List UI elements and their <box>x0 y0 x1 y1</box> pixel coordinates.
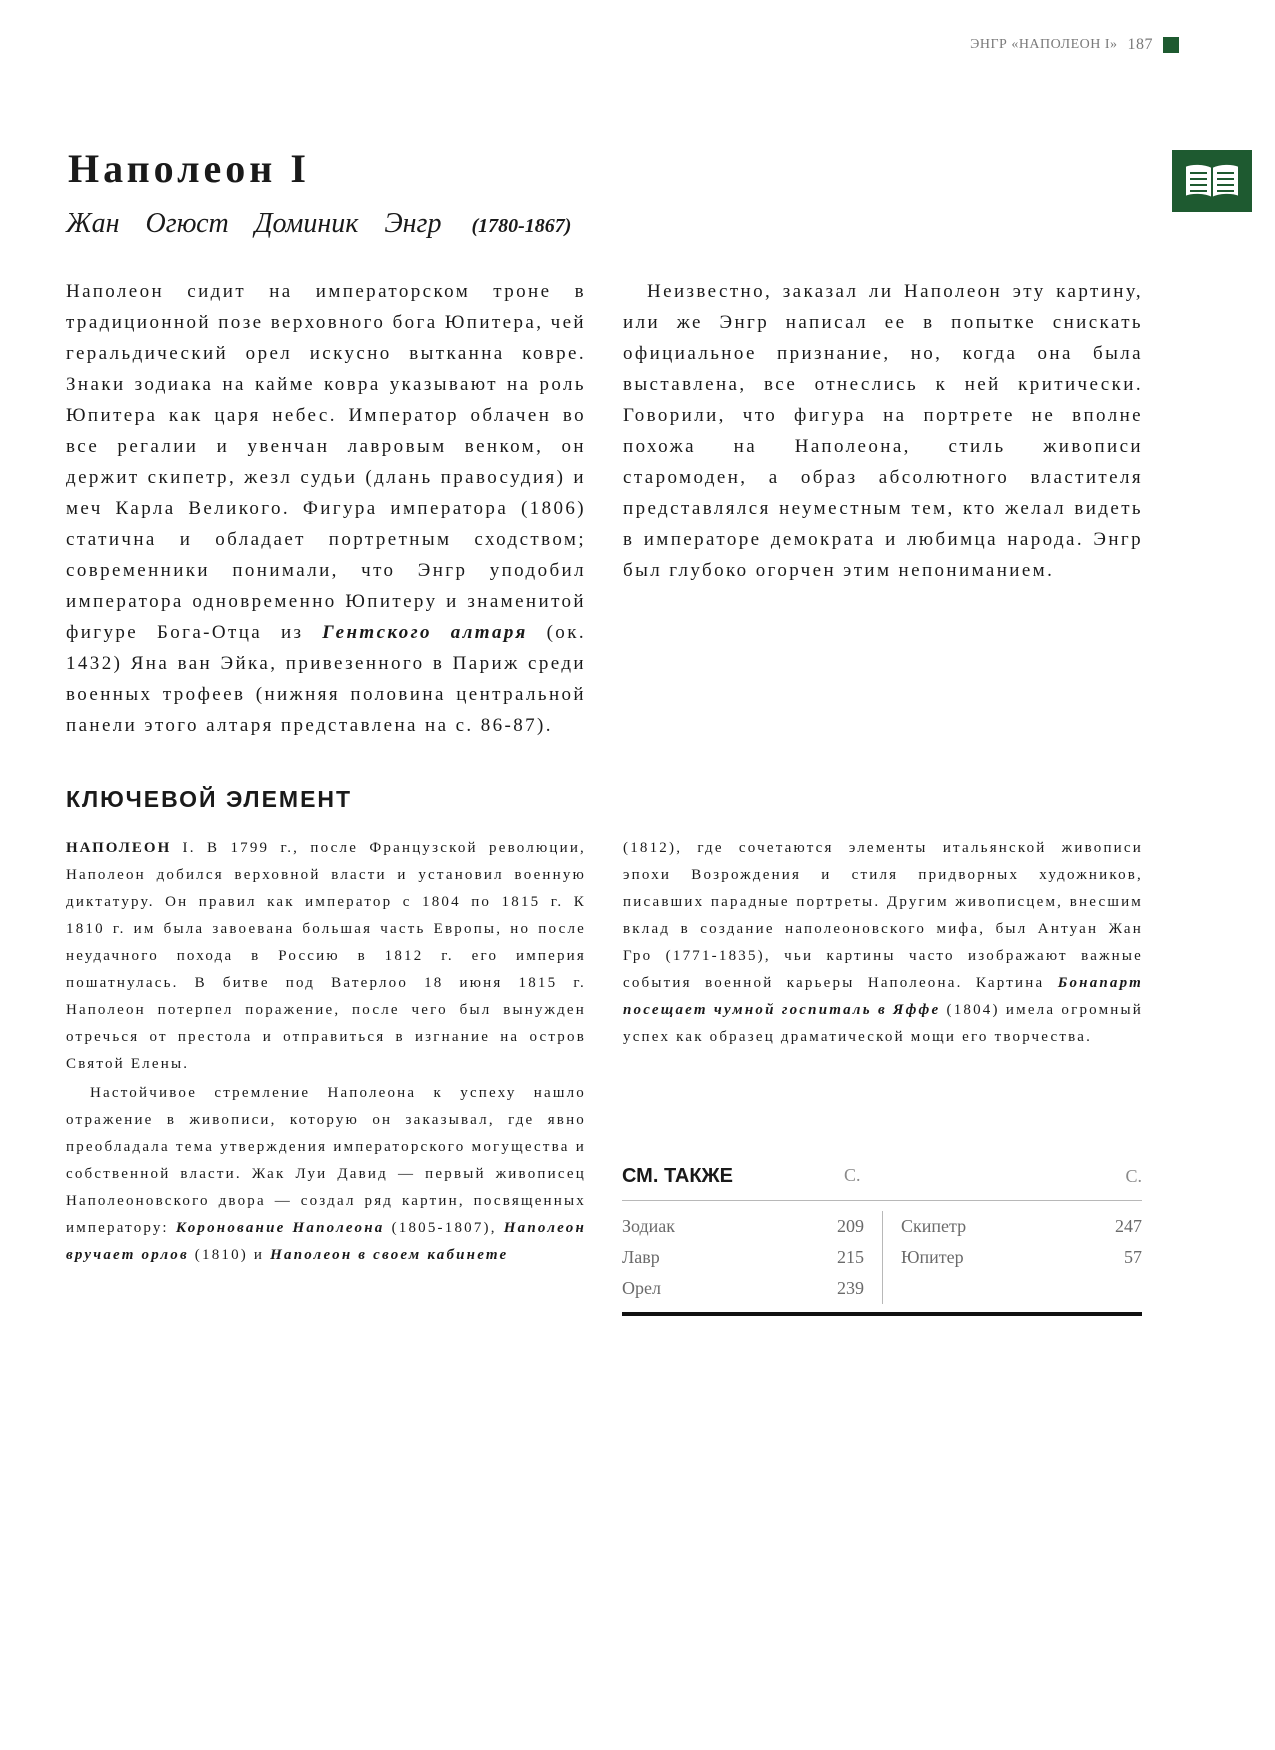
key-element-lead: НАПОЛЕОН <box>66 840 172 856</box>
key-element-paragraph-2 <box>66 1080 586 1269</box>
see-also-entry[interactable] <box>622 1211 864 1242</box>
open-book-icon <box>1172 150 1252 212</box>
see-also-entry[interactable] <box>622 1273 864 1304</box>
intro-artwork-title: Гентского алтаря <box>322 622 528 643</box>
key-element-text-1: I. В 1799 г., после Французской революции, Наполеон добился верховной власти и установил военную диктатуру. Он правил как император с 1804 по 1815 г. К 1810 г. им была завоевана большая часть Европы, но после неудачного похода в Россию в 1812 г. его империя пошатнулась. В битве под Ватерлоо 18 июня 1815 г. Наполеон потерпел поражение, после чего был вынужден отречься от престола и отправиться в изгнание на остров Святой Елены. <box>66 840 587 1072</box>
key-element-paragraph-2-continued <box>623 835 1143 1051</box>
see-also-page: 57 <box>1124 1247 1142 1267</box>
running-header <box>970 36 1179 54</box>
see-also-term: Орел <box>622 1278 661 1298</box>
artwork-dates-1: (1805-1807), <box>391 1220 497 1236</box>
author-dates: (1780-1867) <box>471 215 572 237</box>
see-also-term: Лавр <box>622 1247 660 1267</box>
page-title: Наполеон I <box>68 146 310 191</box>
key-element-column-left <box>66 835 586 1269</box>
see-also-entry[interactable] <box>901 1242 1142 1273</box>
running-title: ЭНГР «НАПОЛЕОН I» <box>970 37 1118 52</box>
see-also-left-column <box>622 1211 883 1304</box>
see-also-page-label-right: С. <box>1125 1166 1142 1186</box>
see-also-page: 247 <box>1115 1216 1142 1236</box>
author-last-name: Энгр <box>384 208 442 239</box>
artwork-title-2: Наполеон вручает орлов <box>66 1220 587 1263</box>
see-also-page: 215 <box>837 1247 864 1267</box>
key-element-text-4: (1804) имела огромный успех как образец драматической мощи его творчества. <box>623 1002 1143 1045</box>
intro-text: Наполеон сидит на императорском троне в традиционной позе верховного бога Юпитера, чей геральдический орел искусно вытканна ковре. Знаки зодиака на кайме ковра указывают на роль Юпитера как царя небес. Император облачен во все регалии и увенчан лавровым венком, он держит скипетр, жезл судьи (длань правосудия) и меч Карла Великого. Фигура императора (1806) статична и обладает портретным сходством; современники понимали, что Энгр уподобил императора одновременно Юпитеру и знаменитой фигуре Бога-Отца из <box>66 281 586 643</box>
author-byline <box>66 208 571 240</box>
accent-square <box>1163 37 1179 53</box>
see-also-title: СМ. ТАКЖЕ <box>622 1165 733 1187</box>
author-first-name: Жан <box>66 208 120 239</box>
key-element-column-right <box>623 835 1143 1051</box>
see-also-right-column <box>883 1211 1142 1304</box>
key-element-heading: КЛЮЧЕВОЙ ЭЛЕМЕНТ <box>66 786 353 812</box>
artwork-dates-2: (1810) и <box>194 1247 265 1263</box>
see-also-page: 239 <box>837 1278 864 1298</box>
key-element-text-3: (1812), где сочетаются элементы итальянской живописи эпохи Возрождения и стиля придворных художников, писавших парадные портреты. Другим живописцем, внесшим вклад в создание наполеоновского мифа, был Антуан Жан Гро (1771-1835), чьи картины часто изображают важные события военной карьеры Наполеона. Картина <box>623 840 1143 991</box>
see-also-header <box>622 1165 1142 1201</box>
see-also-entries <box>622 1201 1142 1316</box>
see-also-entry[interactable] <box>622 1242 864 1273</box>
author-third-name: Доминик <box>254 208 359 239</box>
see-also-entry[interactable] <box>901 1211 1142 1242</box>
artwork-title-3: Наполеон в своем кабинете <box>270 1247 509 1263</box>
page-number: 187 <box>1127 36 1153 53</box>
intro-paragraph-2: Неизвестно, заказал ли Наполеон эту картину, или же Энгр написал ее в попытке снискать официальное признание, но, когда она была выставлена, все отнеслись к ней критически. Говорили, что фигура на портрете не вполне похожа на Наполеона, стиль живописи старомоден, а образ абсолютного властителя представлялся неуместным тем, кто желал видеть в императоре демократа и любимца народа. Энгр был глубоко огорчен этим непониманием. <box>623 281 1143 581</box>
author-second-name: Огюст <box>145 208 229 239</box>
key-element-text-2: Настойчивое стремление Наполеона к успеху нашло отражение в живописи, которую он заказывал, где явно преобладала тема утверждения императорского могущества и собственной власти. Жак Луи Давид — первый живописец Наполеоновского двора — создал ряд картин, посвященных императору: <box>66 1085 586 1236</box>
intro-text-continued: (ок. 1432) Яна ван Эйка, привезенного в Париж среди военных трофеев (нижняя половина центральной панели этого алтаря представлена на с. 86-87). <box>66 622 586 736</box>
see-also-page: 209 <box>837 1216 864 1236</box>
see-also-box <box>622 1165 1142 1316</box>
see-also-term: Скипетр <box>901 1216 967 1236</box>
intro-column-right <box>623 276 1143 586</box>
open-book-icon-svg <box>1182 161 1242 201</box>
intro-paragraph-1 <box>66 276 586 741</box>
see-also-term: Зодиак <box>622 1216 676 1236</box>
see-also-page-label-left: С. <box>844 1165 861 1185</box>
intro-column-left <box>66 276 586 741</box>
artwork-title-4: Бонапарт посещает чумной госпиталь в Яффе <box>623 975 1144 1018</box>
artwork-title-1: Коронование Наполеона <box>175 1220 385 1236</box>
see-also-term: Юпитер <box>901 1247 964 1267</box>
key-element-paragraph-1 <box>66 835 586 1078</box>
